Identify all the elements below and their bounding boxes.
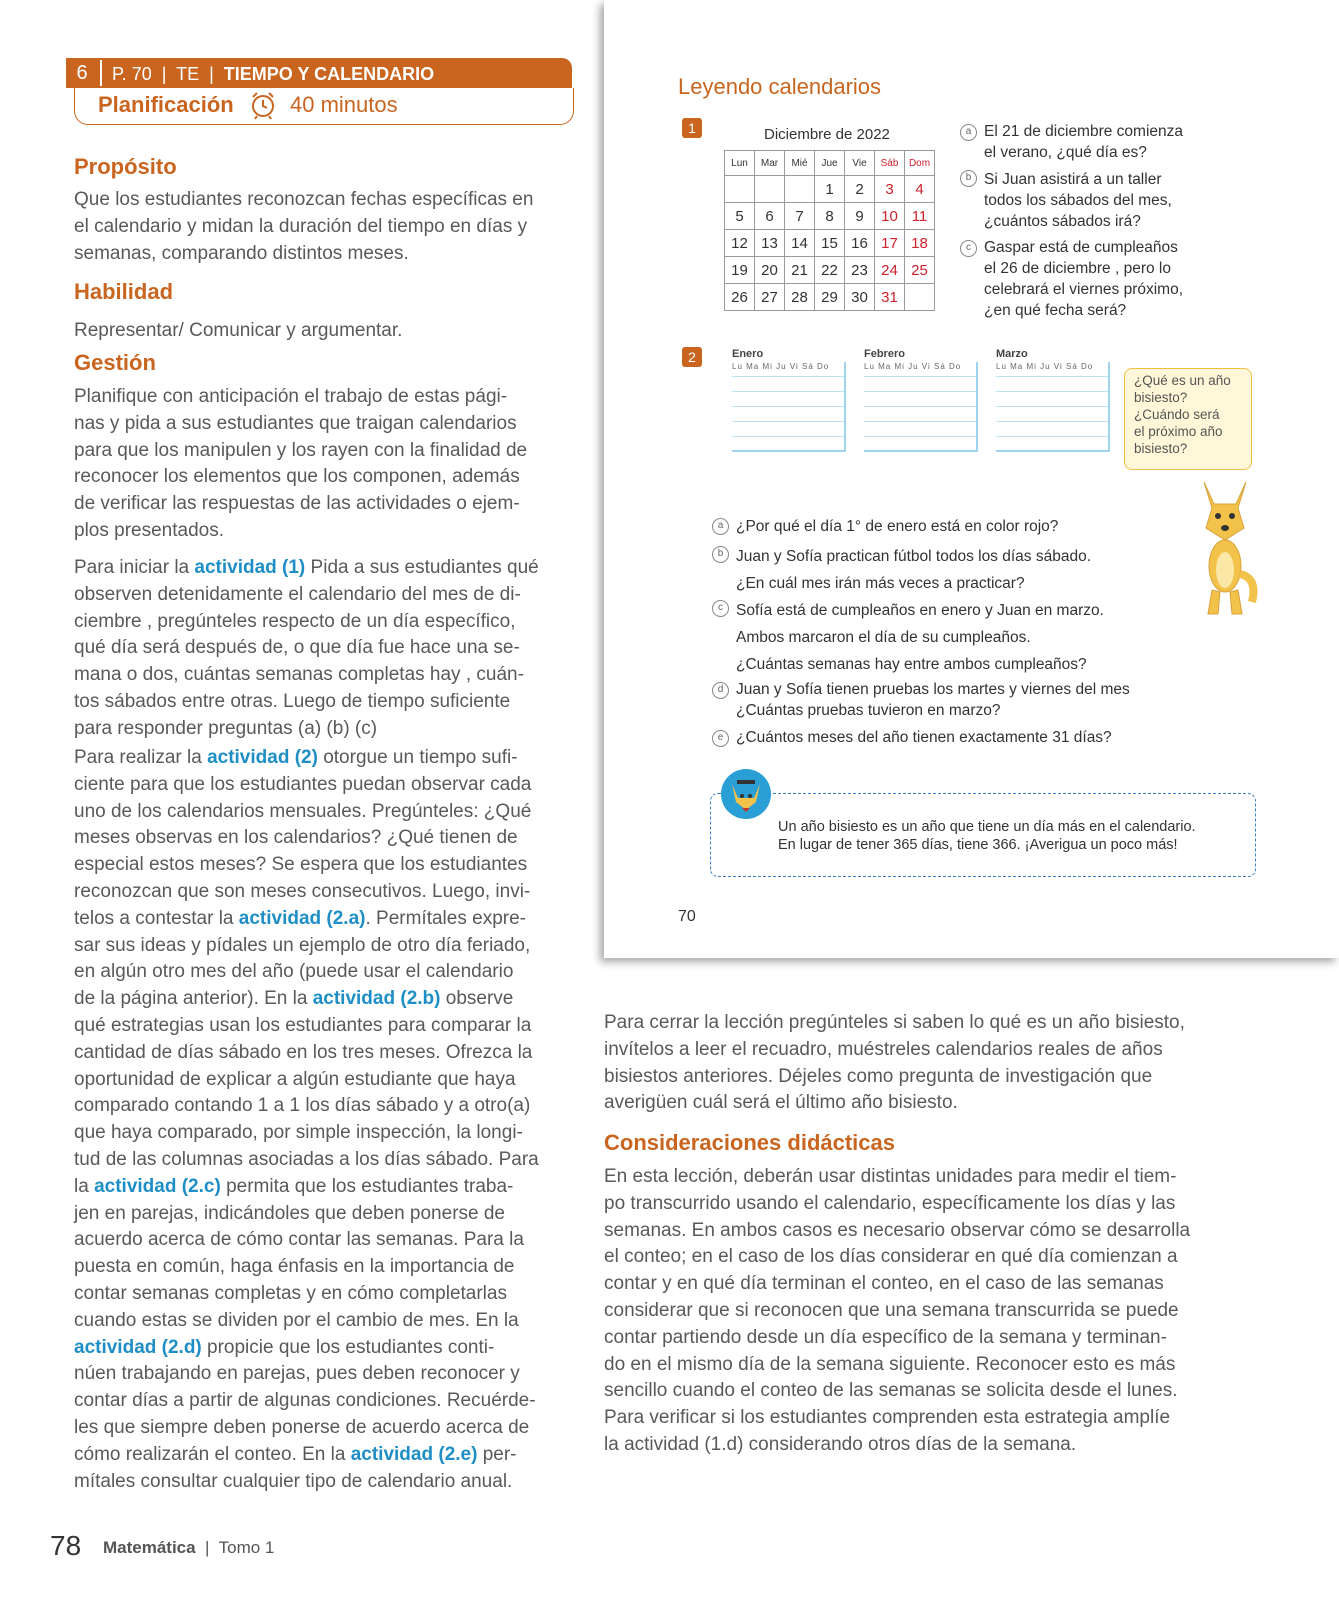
calendar-cell	[785, 176, 815, 203]
gestion-line: oportunidad de explicar a algún estudiante que haya	[74, 1068, 516, 1090]
calendar-cell: 25	[905, 257, 935, 284]
proposito-line: semanas, comparando distintos meses.	[74, 242, 409, 264]
mini-calendar-row	[996, 392, 1108, 407]
day-header: Lun	[725, 151, 755, 176]
text-run: propicie que los estudiantes conti-	[201, 1336, 495, 1358]
gestion-line: les que siempre deben ponerse de acuerdo acerca de	[74, 1416, 530, 1438]
gestion-line: puesta en común, haga énfasis en la importancia de	[74, 1256, 515, 1278]
question-line: el verano, ¿qué día es?	[984, 144, 1147, 161]
question-line: El 21 de diciembre comienza	[984, 123, 1184, 140]
calendar-cell: 19	[725, 257, 755, 284]
question-line: ¿En cuál mes irán más veces a practicar?	[736, 575, 1025, 592]
proposito-line: Que los estudiantes reconozcan fechas específicas en	[74, 189, 534, 210]
bubble-line: ¿Qué es un año	[1134, 373, 1231, 388]
mini-calendar-row	[996, 422, 1108, 437]
proposito-heading: Propósito	[74, 154, 177, 179]
question-2c	[736, 597, 1104, 678]
calendar-cell: 5	[725, 203, 755, 230]
closing-line: bisiestos anteriores. Déjeles como pregunta de investigación que	[604, 1065, 1153, 1087]
day-header: Sáb	[875, 151, 905, 176]
text-run: observe	[440, 988, 514, 1010]
textbook-title: Leyendo calendarios	[678, 74, 882, 99]
gestion-paragraph-2	[74, 555, 554, 743]
day-header: Mar	[755, 151, 785, 176]
december-calendar	[724, 150, 935, 311]
day-header: Jue	[815, 151, 845, 176]
planning-label: Planificación	[98, 92, 234, 117]
text-run: permita que los estudiantes traba-	[220, 1175, 514, 1197]
gestion-line: que haya comparado, por simple inspección, la longi-	[74, 1122, 523, 1144]
bubble-line: bisiesto?	[1134, 390, 1188, 405]
mini-calendar-row	[732, 392, 844, 407]
gestion-line: sar sus ideas y pídales un ejemplo de otro día feriado,	[74, 934, 531, 956]
question-2b	[736, 543, 1091, 597]
habilidad-heading: Habilidad	[74, 279, 174, 304]
activity-link: actividad (2.e)	[350, 1443, 478, 1465]
mini-calendar-row	[732, 422, 844, 437]
mini-calendar-title: Marzo	[996, 348, 1028, 360]
gestion-line: cuando estas se dividen por el cambio de mes. En la	[74, 1309, 519, 1331]
calendar-cell	[905, 284, 935, 311]
text-run: Para realizar la	[74, 747, 208, 768]
calendar-cell	[725, 176, 755, 203]
gestion-line: cantidad de días sábado en los tres meses. Ofrezca la	[74, 1041, 533, 1063]
bubble-line: el próximo año	[1134, 424, 1223, 439]
calendar-cell: 8	[815, 203, 845, 230]
calendar-cell: 31	[875, 284, 905, 311]
gestion-line: especial estos meses? Se espera que los estudiantes	[74, 854, 528, 876]
text-run: otorgue un tiempo sufi-	[317, 747, 518, 768]
gestion-line: comparado contando 1 a 1 los días sábado y a otro(a)	[74, 1095, 531, 1117]
question-letter-c: c	[712, 600, 729, 617]
mini-calendar-title: Enero	[732, 348, 764, 360]
gestion-line: contar semanas completas y en cómo completarlas	[74, 1282, 507, 1304]
volume-name: Tomo 1	[218, 1538, 275, 1557]
calendar-cell: 21	[785, 257, 815, 284]
gestion-line: en algún otro mes del año (puede usar el calendario	[74, 961, 514, 983]
consideraciones-heading: Consideraciones didácticas	[604, 1130, 895, 1155]
day-header: Dom	[905, 151, 935, 176]
consid-line: En esta lección, deberán usar distintas unidades para medir el tiem-	[604, 1166, 1177, 1187]
mini-calendar-row	[732, 407, 844, 422]
day-header: Vie	[845, 151, 875, 176]
consid-line: el conteo; en el caso de los días considerar en qué día comienzan a	[604, 1246, 1178, 1268]
question-letter-c: c	[960, 240, 977, 257]
calendar-cell: 7	[785, 203, 815, 230]
gestion-line: qué estrategias usan los estudiantes para comparar la	[74, 1014, 532, 1036]
gestion-line: reconocer los elementos que los componen, además	[74, 466, 520, 488]
planning-duration: 40 minutos	[290, 92, 398, 117]
mini-calendar-row	[864, 377, 976, 392]
subject-name: Matemática	[103, 1538, 196, 1557]
gestion-paragraph-1	[74, 384, 554, 545]
mini-calendar-row	[996, 407, 1108, 422]
lesson-number: 6	[66, 58, 98, 88]
calendar-cell: 15	[815, 230, 845, 257]
question-line: Ambos marcaron el día de su cumpleaños.	[736, 629, 1031, 646]
closing-line: averigüen cuál será el último año bisiesto.	[604, 1092, 958, 1114]
calendar-cell: 17	[875, 230, 905, 257]
mini-calendar-header: Lu Ma Mi Ju Vi Sá Do	[732, 362, 844, 377]
fox-teacher-icon	[720, 768, 772, 820]
calendar-cell: 11	[905, 203, 935, 230]
textbook-page-number: 70	[678, 908, 696, 925]
calendar-cell: 18	[905, 230, 935, 257]
question-line: Sofía está de cumpleaños en enero y Juan en marzo.	[736, 602, 1104, 619]
gestion-line: nas y pida a sus estudiantes que traigan calendarios	[74, 412, 517, 434]
fox-mascot-icon	[1190, 478, 1260, 618]
calendar-cell: 30	[845, 284, 875, 311]
text-run: la	[74, 1175, 95, 1197]
habilidad-text: Representar/ Comunicar y argumentar.	[74, 320, 403, 341]
calendar-cell: 1	[815, 176, 845, 203]
calendar-cell: 2	[845, 176, 875, 203]
text-run: telos a contestar la	[74, 907, 239, 929]
gestion-line: jen en parejas, indicándoles que deben ponerse de	[74, 1202, 505, 1224]
activity-link: actividad (2.d)	[74, 1336, 202, 1358]
gestion-line: mítales consultar cualquier tipo de calendario anual.	[74, 1470, 513, 1492]
calendar-cell: 23	[845, 257, 875, 284]
alarm-clock-icon	[248, 90, 278, 120]
gestion-line: tud de las columnas asociadas a los días sábado. Para	[74, 1148, 539, 1170]
text-run: cómo realizarán el conteo. En la	[74, 1443, 351, 1465]
gestion-line: mana o dos, cuántas semanas completas hay , cuán-	[74, 664, 524, 686]
closing-line: Para cerrar la lección pregúnteles si saben lo qué es un año bisiesto,	[604, 1012, 1185, 1033]
gestion-line: ciente para que los estudiantes puedan observar cada	[74, 773, 532, 795]
gestion-line: uno de los calendarios mensuales. Pregúnteles: ¿Qué	[74, 800, 532, 822]
gestion-heading: Gestión	[74, 350, 156, 375]
consid-line: po transcurrido usando el calendario, específicamente los días y las	[604, 1192, 1176, 1214]
calendar-cell: 10	[875, 203, 905, 230]
bubble-line: ¿Cuándo será	[1134, 407, 1220, 422]
exercise-2-badge: 2	[682, 347, 702, 367]
te-label: TE	[176, 64, 200, 84]
question-line: Gaspar está de cumpleaños	[984, 239, 1178, 256]
proposito-text	[74, 187, 554, 267]
header-title: P. 70 | TE | TIEMPO Y CALENDARIO	[112, 64, 435, 84]
gestion-line: acuerdo acerca de cómo contar las semanas. Para la	[74, 1229, 524, 1251]
exercise-1-badge: 1	[682, 118, 702, 138]
question-letter-a: a	[712, 518, 729, 535]
question-line: ¿en qué fecha será?	[984, 302, 1127, 319]
consid-line: do en el mismo día de la semana siguiente. Reconocer esto es más	[604, 1353, 1176, 1375]
calendar-cell: 27	[755, 284, 785, 311]
question-line: ¿cuántos sábados irá?	[984, 213, 1141, 230]
calendar-cell: 14	[785, 230, 815, 257]
mini-calendar-january	[732, 362, 846, 452]
calendar-cell: 12	[725, 230, 755, 257]
question-line: Juan y Sofía tienen pruebas los martes y viernes del mes	[736, 681, 1130, 698]
question-2e: ¿Cuántos meses del año tienen exactamente 31 días?	[736, 729, 1112, 746]
leap-year-info-text	[778, 818, 1196, 854]
activity-link: actividad (2.c)	[94, 1175, 221, 1197]
calendar-cell: 29	[815, 284, 845, 311]
question-line: celebrará el viernes próximo,	[984, 281, 1184, 298]
question-letter-b: b	[712, 546, 729, 563]
calendar-cell: 16	[845, 230, 875, 257]
mini-calendar-header: Lu Ma Mi Ju Vi Sá Do	[996, 362, 1108, 377]
activity-link: actividad (1)	[194, 557, 306, 578]
mini-calendar-row	[732, 377, 844, 392]
calendar-cell: 13	[755, 230, 785, 257]
footer-title: Matemática | Tomo 1	[103, 1538, 275, 1557]
question-2d	[736, 679, 1130, 721]
gestion-paragraph-3	[74, 745, 554, 1495]
question-line: el 26 de diciembre , pero lo	[984, 260, 1171, 277]
text-run: Pida a sus estudiantes qué	[305, 557, 539, 578]
calendar-cell: 20	[755, 257, 785, 284]
gestion-line: qué día será después de, o que día fue hace una se-	[74, 637, 520, 659]
topic-title: TIEMPO Y CALENDARIO	[223, 64, 435, 84]
gestion-line: núen trabajando en parejas, pues deben reconocer y	[74, 1363, 520, 1385]
gestion-line: tos sábados entre otras. Luego de tiempo suficiente	[74, 690, 511, 712]
question-line: ¿Cuántas semanas hay entre ambos cumpleaños?	[736, 656, 1087, 673]
mini-calendar-row	[864, 422, 976, 437]
mini-calendar-february	[864, 362, 978, 452]
gestion-line: plos presentados.	[74, 519, 224, 541]
day-header: Mié	[785, 151, 815, 176]
mini-calendar-march	[996, 362, 1110, 452]
gestion-line: para que los manipulen y los rayen con la finalidad de	[74, 439, 528, 461]
calendar-title: Diciembre de 2022	[764, 126, 890, 143]
gestion-line: para responder preguntas (a) (b) (c)	[74, 717, 378, 739]
gestion-line: ciembre , pregúnteles respecto de un día específico,	[74, 610, 516, 632]
info-line: En lugar de tener 365 días, tiene 366. ¡Averigua un poco más!	[778, 837, 1178, 853]
gestion-line: contar días a partir de algunas condiciones. Recuérde-	[74, 1390, 536, 1412]
mini-calendar-row	[864, 407, 976, 422]
consid-line: sencillo cuando el conteo de las semanas se solicita desde el lunes.	[604, 1380, 1178, 1402]
mini-calendar-row	[996, 377, 1108, 392]
page-number: 78	[50, 1530, 82, 1561]
question-letter-e: e	[712, 730, 729, 747]
question-1a	[984, 121, 1183, 163]
mini-calendar-header: Lu Ma Mi Ju Vi Sá Do	[864, 362, 976, 377]
gestion-line: observen detenidamente el calendario del mes de di-	[74, 583, 521, 605]
text-run: de la página anterior). En la	[74, 988, 313, 1010]
consid-line: la actividad (1.d) considerando otros días de la semana.	[604, 1433, 1077, 1455]
bubble-line: bisiesto?	[1134, 441, 1188, 456]
mini-calendar-row	[864, 392, 976, 407]
question-letter-b: b	[960, 170, 977, 187]
question-line: todos los sábados del mes,	[984, 192, 1172, 209]
info-line: Un año bisiesto es un año que tiene un día más en el calendario.	[778, 819, 1196, 835]
activity-link: actividad (2.b)	[312, 988, 441, 1010]
consid-line: semanas. En ambos casos es necesario observar cómo se desarrolla	[604, 1219, 1191, 1241]
gestion-line: Planifique con anticipación el trabajo de estas pági-	[74, 386, 508, 407]
calendar-cell: 24	[875, 257, 905, 284]
consid-line: contar y en qué día terminan el conteo, en el caso de las semanas	[604, 1273, 1164, 1295]
text-run: . Permítales expre-	[365, 907, 526, 929]
consideraciones-paragraph	[604, 1164, 1212, 1459]
question-letter-a: a	[960, 124, 977, 141]
activity-link: actividad (2.a)	[238, 907, 366, 929]
proposito-line: el calendario y midan la duración del tiempo en días y	[74, 215, 528, 237]
closing-line: invítelos a leer el recuadro, muéstreles calendarios reales de años	[604, 1038, 1163, 1060]
gestion-line: meses observas en los calendarios? ¿Qué tienen de	[74, 827, 518, 849]
speech-bubble-text	[1134, 372, 1250, 457]
calendar-cell: 4	[905, 176, 935, 203]
question-line: Juan y Sofía practican fútbol todos los días sábado.	[736, 548, 1092, 565]
question-letter-d: d	[712, 682, 729, 699]
gestion-line: de verificar las respuestas de las actividades o ejem-	[74, 493, 520, 515]
consid-line: considerar que si reconocen que una semana transcurrida se puede	[604, 1299, 1179, 1321]
calendar-cell: 22	[815, 257, 845, 284]
consid-line: Para verificar si los estudiantes comprenden esta estrategia amplíe	[604, 1407, 1171, 1429]
calendar-cell: 28	[785, 284, 815, 311]
text-run: per-	[477, 1443, 517, 1465]
question-1c	[984, 237, 1183, 321]
text-run: Para iniciar la	[74, 557, 195, 578]
calendar-cell: 3	[875, 176, 905, 203]
header-divider	[100, 60, 102, 86]
question-line: ¿Cuántas pruebas tuvieron en marzo?	[736, 702, 1001, 719]
calendar-cell: 6	[755, 203, 785, 230]
question-line: Si Juan asistirá a un taller	[984, 171, 1162, 188]
mini-calendar-title: Febrero	[864, 348, 905, 360]
gestion-line: reconozcan que son meses consecutivos. Luego, invi-	[74, 880, 531, 902]
question-2a: ¿Por qué el día 1° de enero está en color rojo?	[736, 518, 1059, 535]
activity-link: actividad (2)	[207, 747, 318, 768]
closing-paragraph	[604, 1010, 1212, 1117]
page-ref: P. 70	[112, 64, 152, 84]
calendar-cell	[755, 176, 785, 203]
calendar-cell: 26	[725, 284, 755, 311]
calendar-cell: 9	[845, 203, 875, 230]
question-1b	[984, 169, 1172, 232]
consid-line: contar partiendo desde un día específico de la semana y terminan-	[604, 1326, 1167, 1348]
